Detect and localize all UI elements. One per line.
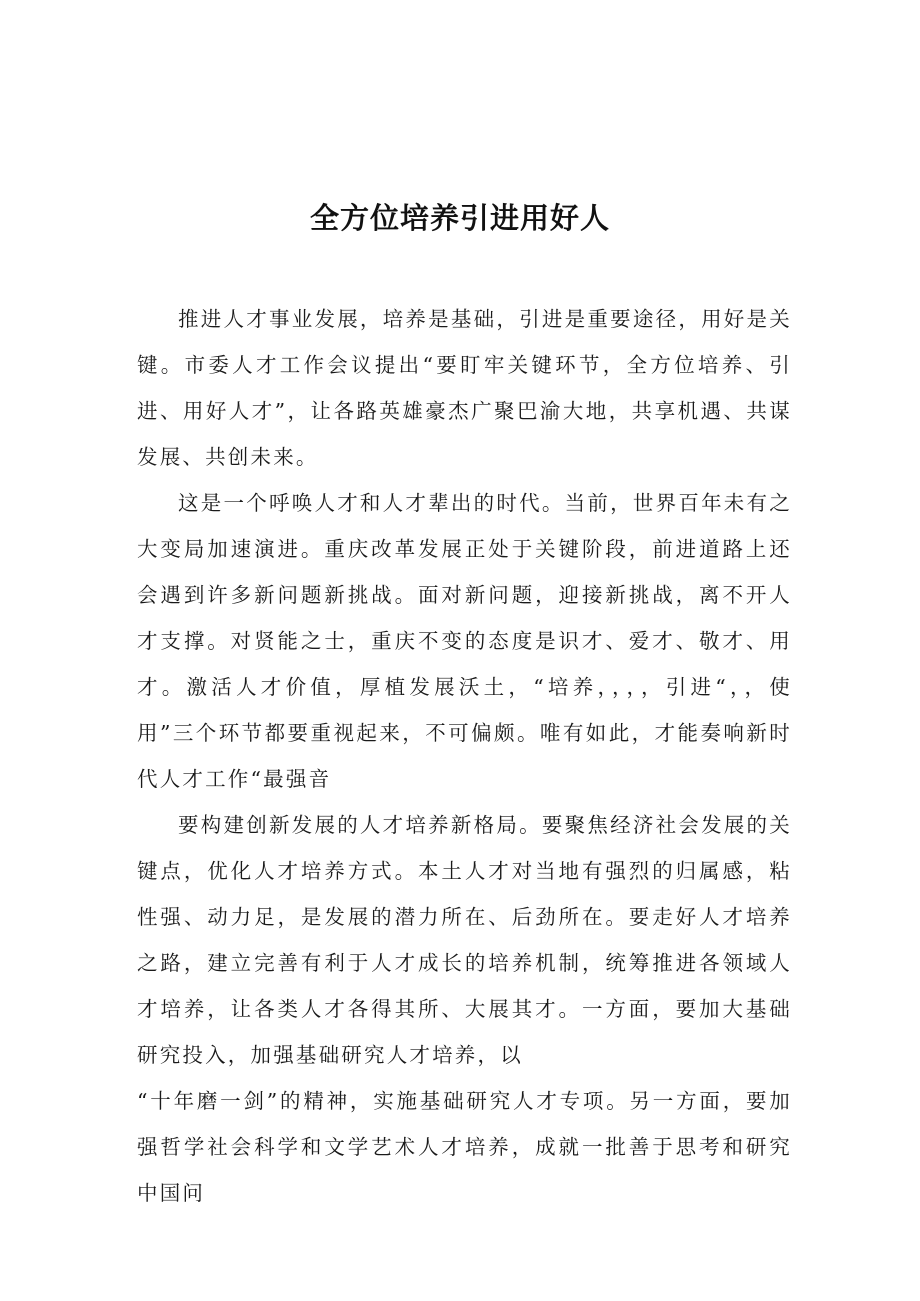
- paragraph-3: 要构建创新发展的人才培养新格局。要聚焦经济社会发展的关键点，优化人才培养方式。本土人才对当地有强烈的归属感，粘性强、动力足，是发展的潜力所在、后劲所在。要走好人才培养之路，建立完善有利于人才成长的培养机制，统筹推进各领域人才培养，让各类人才各得其所、大展其才。一方面，要加大基础研究投入，加强基础研究人才培养，以: [137, 813, 792, 1067]
- document-title: 全方位培养引进用好人: [309, 201, 610, 235]
- paragraph-2: 这是一个呼唤人才和人才辈出的时代。当前，世界百年未有之大变局加速演进。重庆改革发展正处于关键阶段，前进道路上还会遇到许多新问题新挑战。面对新问题，迎接新挑战，离不开人才支撑。对贤能之士，重庆不变的态度是识才、爱才、敬才、用才。激活人才价值，厚植发展沃土，“培养，，，，引进“，，使用”三个环节都要重视起来，不可偏颇。唯有如此，才能奏响新时代人才工作“最强音: [137, 491, 792, 791]
- document-body: [137, 296, 792, 1216]
- paragraph-4: “十年磨一剑”的精神，实施基础研究人才专项。另一方面，要加强哲学社会科学和文学艺术人才培养，成就一批善于思考和研究中国问: [137, 1089, 792, 1205]
- paragraph-1: 推进人才事业发展，培养是基础，引进是重要途径，用好是关键。市委人才工作会议提出“要盯牢关键环节，全方位培养、引进、用好人才”，让各路英雄豪杰广聚巴渝大地，共享机遇、共谋发展、共创未来。: [137, 307, 792, 469]
